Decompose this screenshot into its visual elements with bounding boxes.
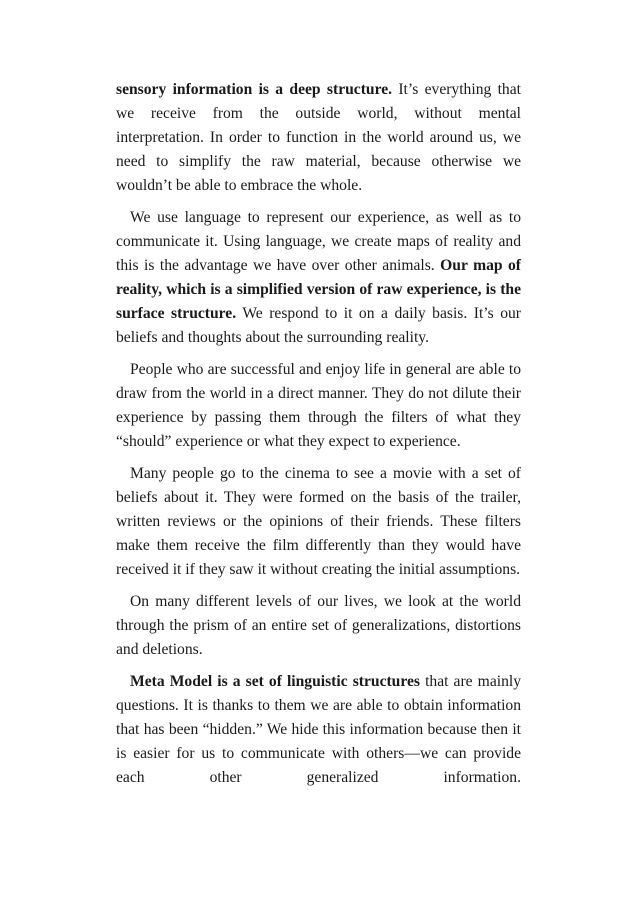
text-run: Many people go to the cinema to see a movie with a set of beliefs about it. They were formed on the basis of the trailer, written reviews or the opinions of their friends. These filters make them receive the film differently than they would have received it if they saw it without creating the initial assumptions. [116, 465, 521, 578]
bold-run: Meta Model is a set of linguistic structures [130, 673, 420, 690]
text-run: that are mainly questions. It is thanks to them we are able to obtain information that has been “hidden.” We hide this information because then it is easier for us to communicate with others—we can provide each other generalized information. [116, 673, 521, 786]
bold-run: Our map of reality, which is a simplified version of raw experience, is the surface structure. [116, 257, 521, 322]
paragraph-meta-model [116, 670, 521, 790]
text-run: We respond to it on a daily basis. It’s our beliefs and thoughts about the surrounding reality. [116, 305, 521, 346]
text-run: It’s everything that we receive from the outside world, without mental interpretation. In order to function in the world around us, we need to simplify the raw material, because otherwise we wouldn’t be able to embrace the whole. [116, 81, 521, 194]
paragraph-generalizations [116, 590, 521, 662]
text-run: People who are successful and enjoy life in general are able to draw from the world in a direct manner. They do not dilute their experience by passing them through the filters of what they “should” experience or what they expect to experience. [116, 361, 521, 450]
text-run: On many different levels of our lives, we look at the world through the prism of an entire set of generalizations, distortions and deletions. [116, 593, 521, 658]
paragraph-sensory-information [116, 78, 521, 198]
document-page [116, 78, 521, 798]
paragraph-language-maps [116, 206, 521, 350]
paragraph-successful-people [116, 358, 521, 454]
bold-run: sensory information is a deep structure. [116, 81, 393, 98]
paragraph-cinema-example [116, 462, 521, 582]
text-run: We use language to represent our experience, as well as to communicate it. Using language, we create maps of reality and this is the advantage we have over other animals. [116, 209, 521, 274]
